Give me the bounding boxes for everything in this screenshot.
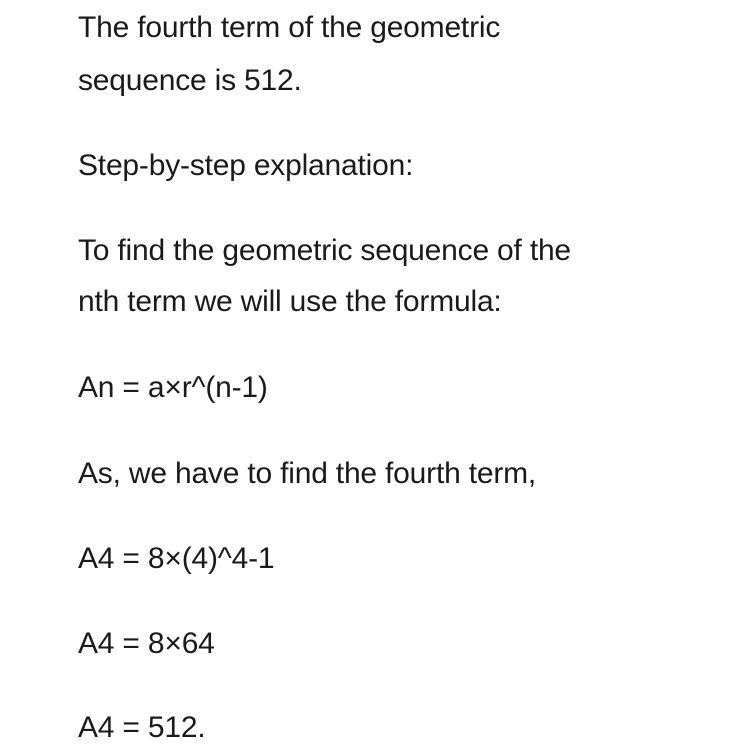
intro-line-2: nth term we will use the formula: [78, 285, 502, 318]
answer-line-1: The fourth term of the geometric [78, 11, 501, 44]
intro-line-1: To find the geometric sequence of the [78, 234, 571, 267]
transition-text: As, we have to find the fourth term, [78, 457, 537, 490]
step-3: A4 = 512. [78, 711, 206, 744]
explanation-heading: Step-by-step explanation: [78, 149, 414, 182]
step-1: A4 = 8×(4)^4-1 [78, 542, 275, 575]
answer-line-2: sequence is 512. [78, 64, 302, 97]
formula: An = a×r^(n-1) [78, 371, 268, 404]
step-2: A4 = 8×64 [78, 627, 215, 660]
